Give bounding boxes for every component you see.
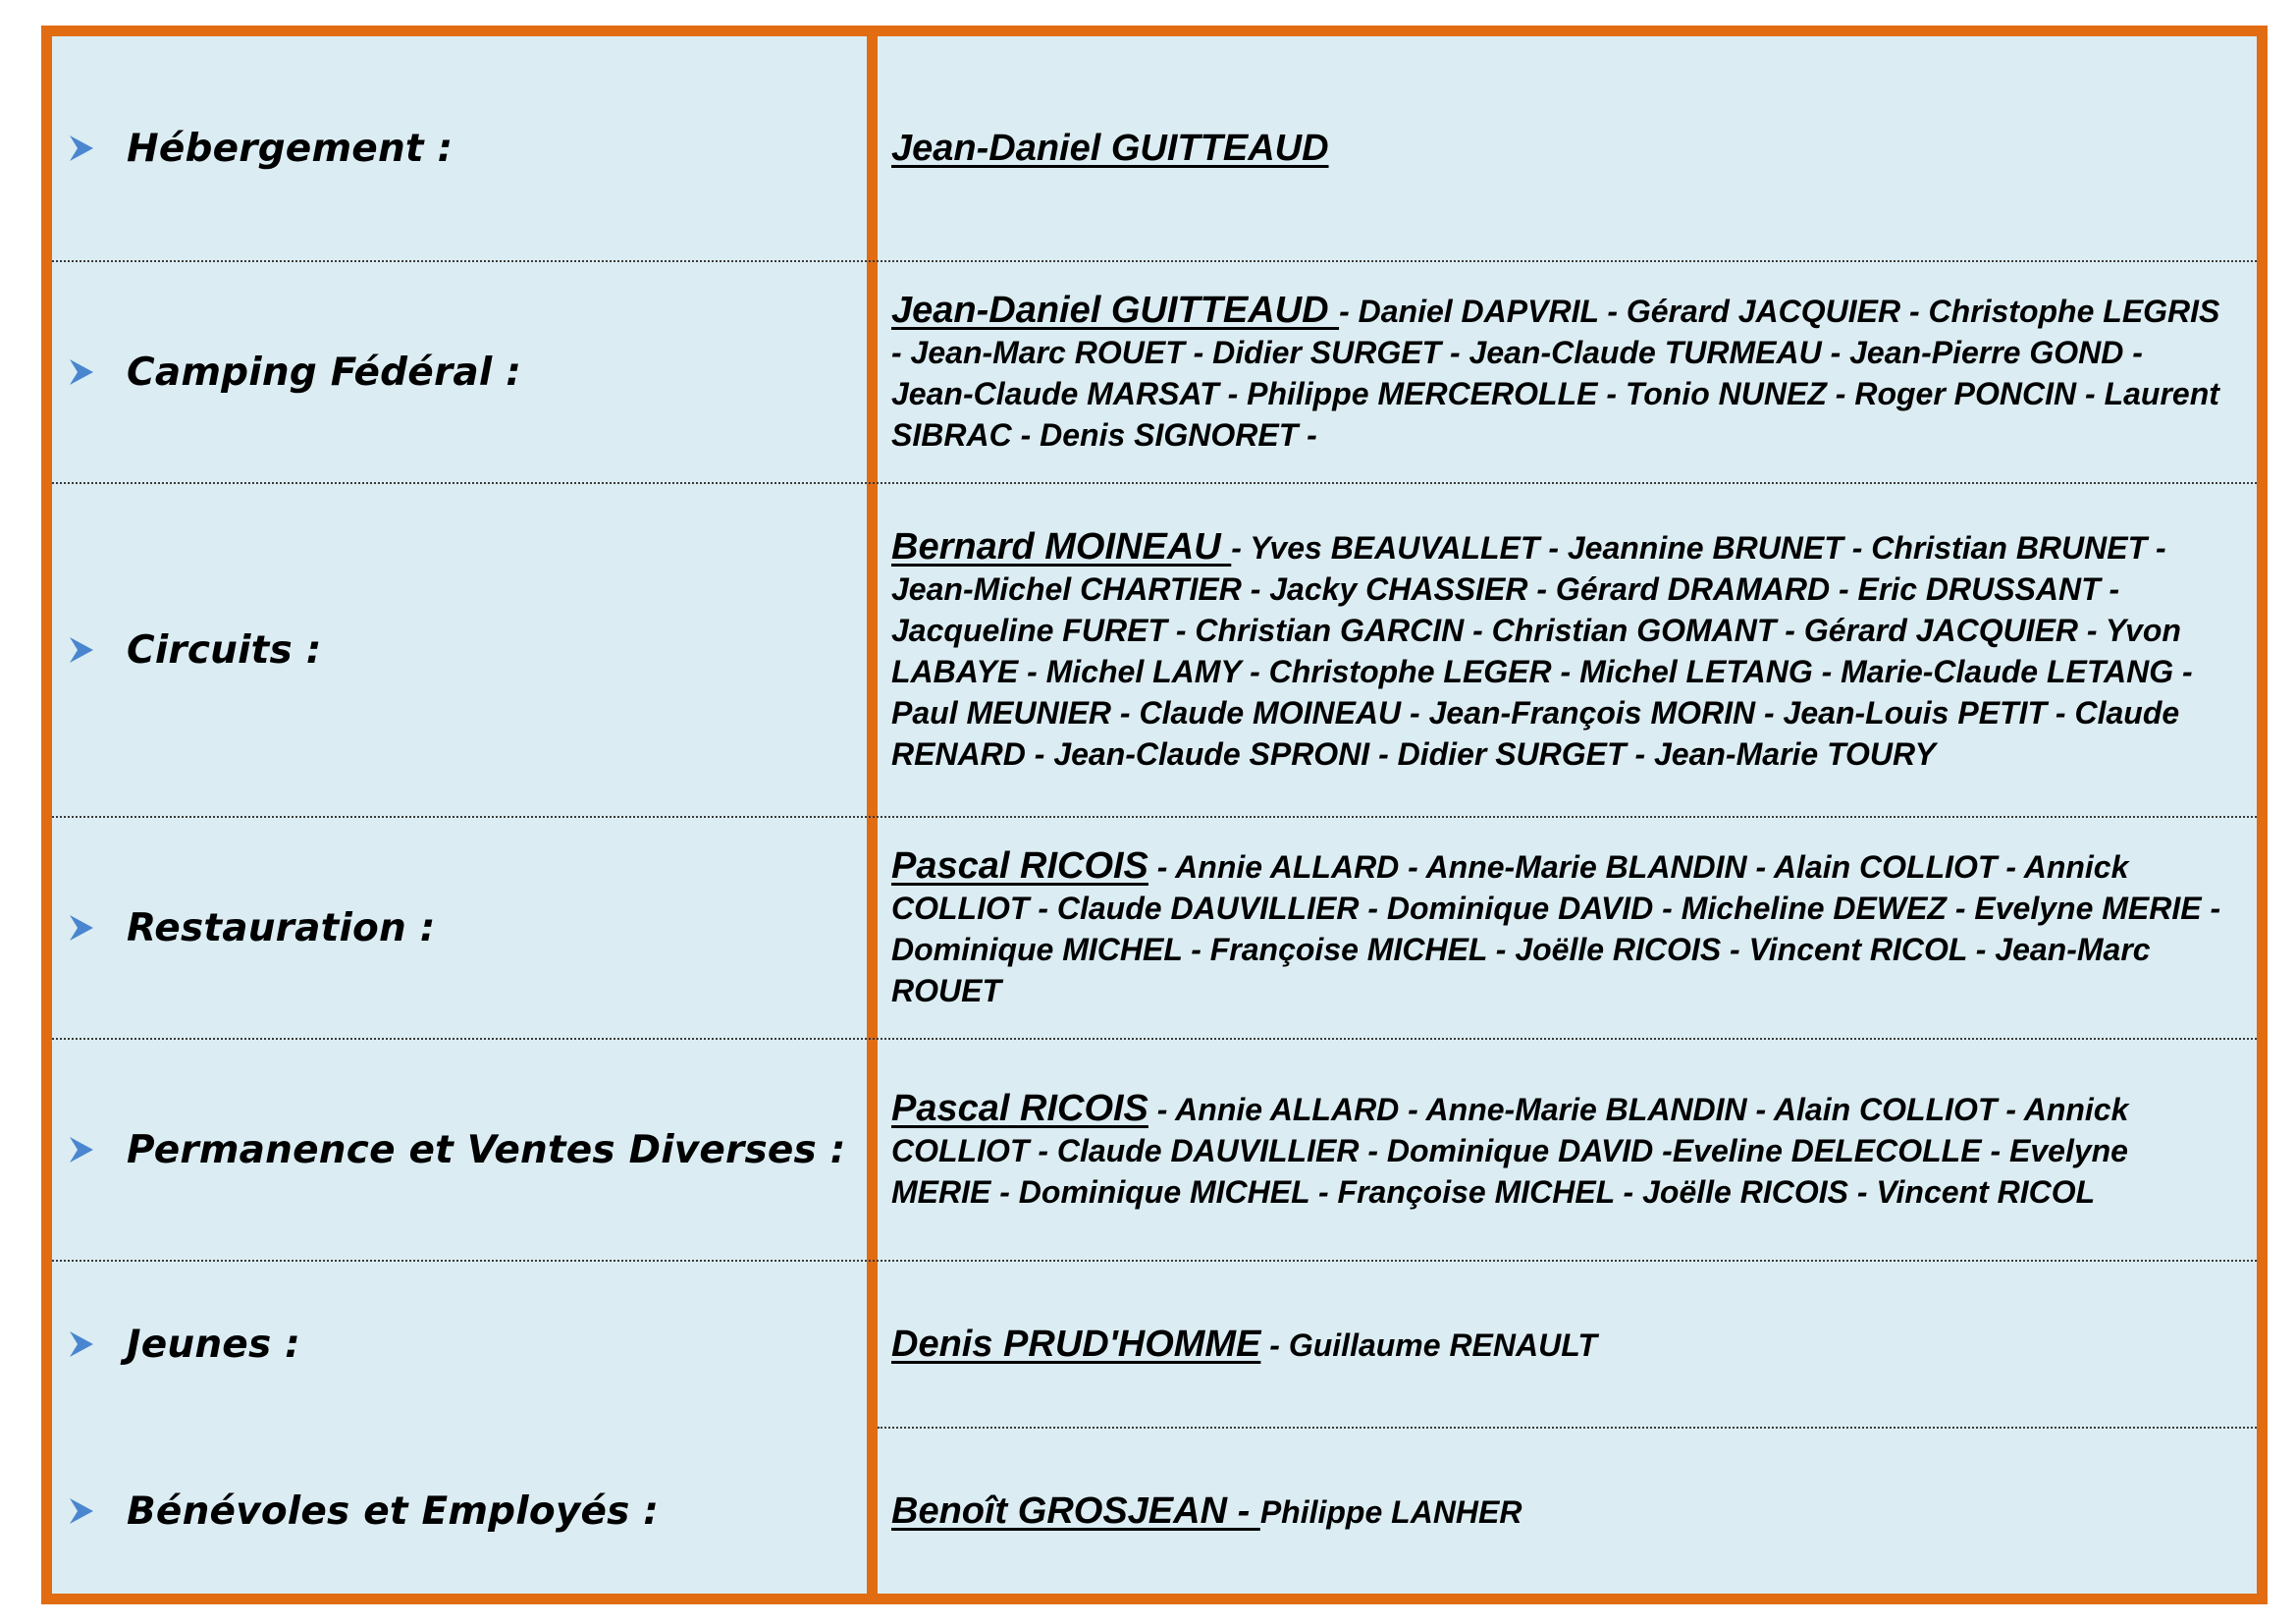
member-list: - Annie ALLARD - Anne-Marie BLANDIN - Alain COLLIOT - Annick COLLIOT - Claude DAUVILLIER - Dominique DAVID - Micheline DEWEZ - Evelyne MERIE - Dominique MICHEL - Françoise MICHEL - Joëlle RICOIS - Vincent RICOL - Jean-Marc ROUET	[891, 848, 2221, 1008]
chevron-right-icon	[68, 1135, 95, 1164]
member-list: - Annie ALLARD - Anne-Marie BLANDIN - Alain COLLIOT - Annick COLLIOT - Claude DAUVILLIER - Dominique DAVID -Eveline DELECOLLE - Evelyne MERIE - Dominique MICHEL - Françoise MICHEL - Joëlle RICOIS - Vincent RICOL	[891, 1091, 2129, 1210]
members-cell	[891, 262, 2229, 482]
members-cell	[891, 1040, 2229, 1260]
table-row	[52, 1262, 2257, 1427]
members-cell	[891, 1262, 2229, 1427]
role-label-cell	[52, 1429, 867, 1594]
chevron-right-icon	[68, 357, 95, 387]
members-text	[891, 290, 2229, 456]
table-row	[52, 1040, 2257, 1260]
role-label-cell	[52, 1040, 867, 1260]
role-label: Circuits :	[127, 627, 322, 673]
role-label: Bénévoles et Employés :	[127, 1489, 660, 1534]
role-label: Restauration :	[127, 905, 436, 950]
table-row	[52, 1429, 2257, 1594]
lead-name: Denis PRUD'HOMME	[891, 1323, 1261, 1365]
members-text	[891, 526, 2229, 775]
roles-table	[41, 26, 2268, 1604]
members-cell	[891, 484, 2229, 816]
members-text	[891, 1088, 2229, 1213]
members-cell	[891, 818, 2229, 1038]
role-label-cell	[52, 36, 867, 260]
role-label: Hébergement :	[127, 126, 454, 171]
member-list: Philippe LANHER	[1259, 1493, 1522, 1530]
role-label-cell	[52, 1262, 867, 1427]
member-list: - Daniel DAPVRIL - Gérard JACQUIER - Christophe LEGRIS - Jean-Marc ROUET - Didier SURGET - Jean-Claude TURMEAU - Jean-Pierre GOND - Jean-Claude MARSAT - Philippe MERCEROLLE - Tonio NUNEZ - Roger PONCIN - Laurent SIBRAC - Denis SIGNORET -	[891, 293, 2220, 453]
role-label-cell	[52, 262, 867, 482]
members-text	[891, 1324, 1597, 1366]
role-label: Camping Fédéral :	[127, 350, 522, 395]
member-list: - Yves BEAUVALLET - Jeannine BRUNET - Christian BRUNET - Jean-Michel CHARTIER - Jacky CHASSIER - Gérard DRAMARD - Eric DRUSSANT - Jacqueline FURET - Christian GARCIN - Christian GOMANT - Gérard JACQUIER - Yvon LABAYE - Michel LAMY - Christophe LEGER - Michel LETANG - Marie-Claude LETANG - Paul MEUNIER - Claude MOINEAU - Jean-François MORIN - Jean-Louis PETIT - Claude RENARD - Jean-Claude SPRONI - Didier SURGET - Jean-Marie TOURY	[891, 529, 2193, 772]
lead-name: Bernard MOINEAU	[891, 525, 1232, 568]
lead-name: Pascal RICOIS	[891, 1087, 1148, 1129]
chevron-right-icon	[68, 1496, 95, 1526]
lead-name: Jean-Daniel GUITTEAUD	[891, 289, 1340, 331]
lead-name: Pascal RICOIS	[891, 844, 1148, 887]
role-label: Jeunes :	[127, 1322, 300, 1367]
member-list: - Guillaume RENAULT	[1260, 1326, 1597, 1363]
members-text	[891, 1490, 1522, 1533]
role-label-cell	[52, 484, 867, 816]
chevron-right-icon	[68, 1329, 95, 1359]
table-row	[52, 818, 2257, 1038]
lead-name: Benoît GROSJEAN -	[891, 1489, 1260, 1532]
table-row	[52, 262, 2257, 482]
role-label-cell	[52, 818, 867, 1038]
members-text	[891, 128, 1329, 170]
chevron-right-icon	[68, 134, 95, 163]
lead-name: Jean-Daniel GUITTEAUD	[891, 127, 1329, 169]
members-cell	[891, 36, 2229, 260]
chevron-right-icon	[68, 913, 95, 943]
members-text	[891, 845, 2229, 1011]
table-row	[52, 36, 2257, 260]
chevron-right-icon	[68, 635, 95, 665]
table-row	[52, 484, 2257, 816]
role-label: Permanence et Ventes Diverses :	[127, 1127, 846, 1172]
members-cell	[891, 1429, 2229, 1594]
